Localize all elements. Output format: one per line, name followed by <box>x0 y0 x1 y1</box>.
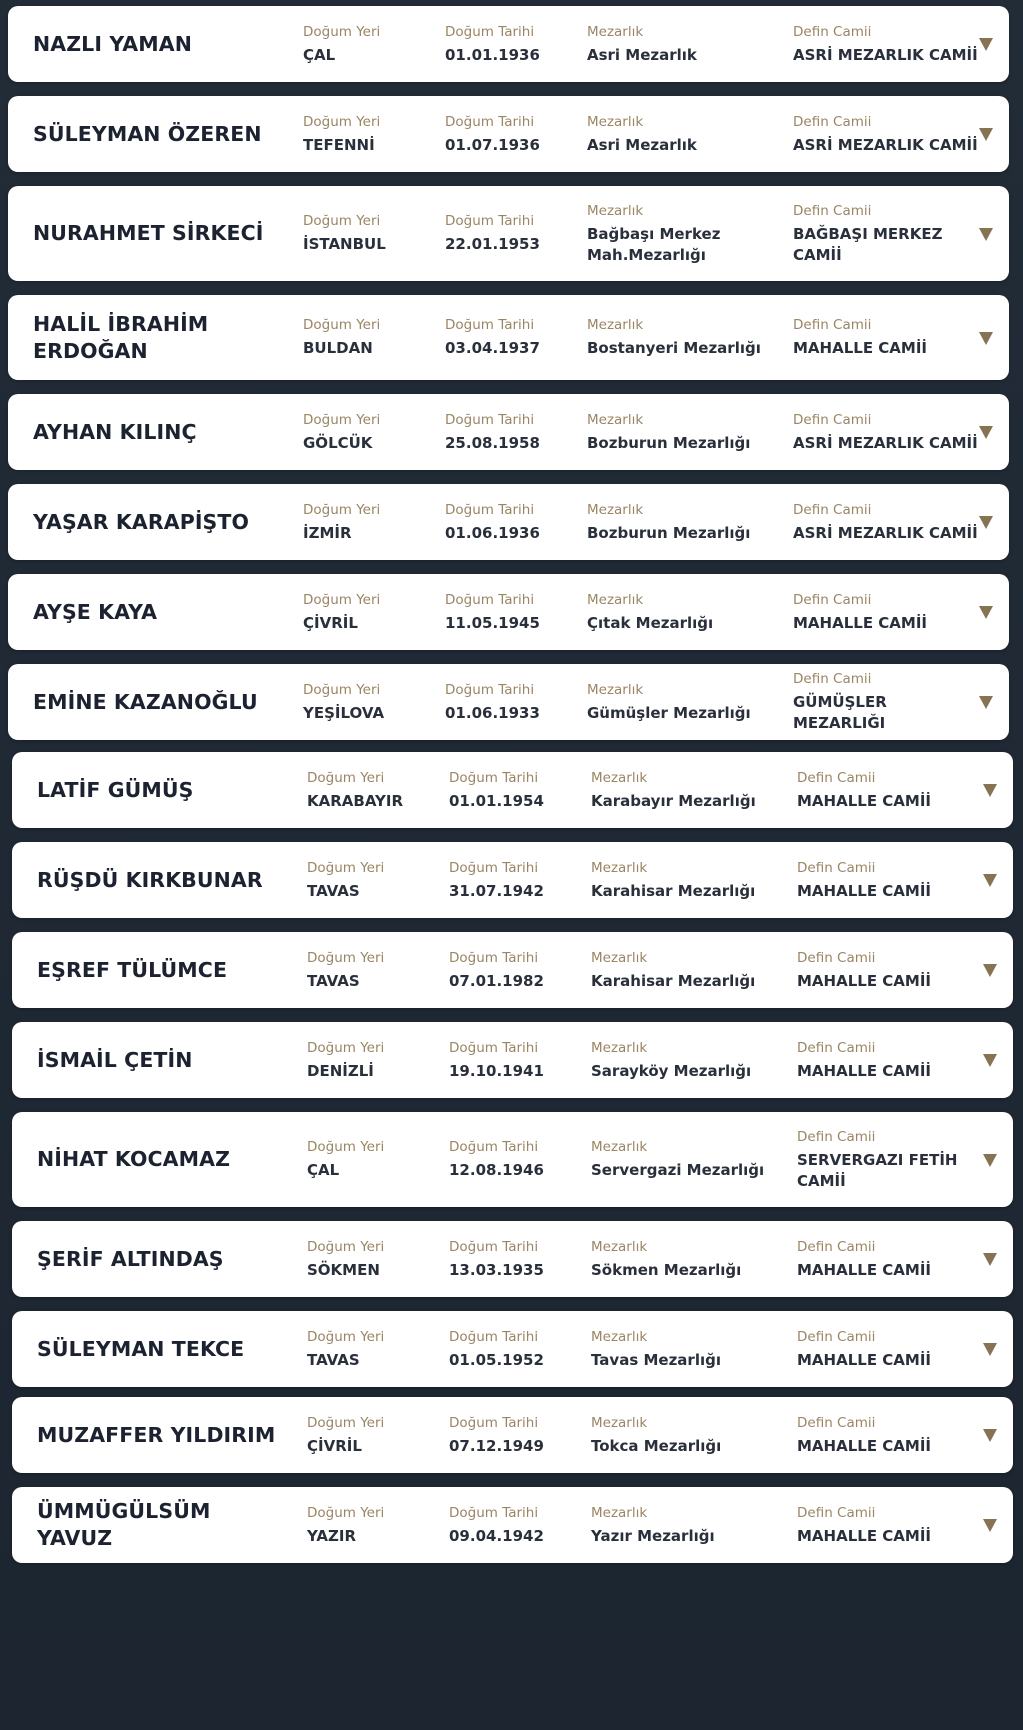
triangle-down-icon[interactable] <box>979 332 993 345</box>
birthplace-value: TAVAS <box>307 971 360 990</box>
birthplace-field <box>307 1487 437 1563</box>
mosque-label: Defin Camii <box>793 671 872 687</box>
birthplace-label: Doğum Yeri <box>303 501 381 518</box>
mosque-label: Defin Camii <box>797 859 876 876</box>
birthdate-value: 09.04.1942 <box>449 1526 544 1545</box>
cemetery-field <box>591 1487 786 1563</box>
triangle-down-icon[interactable] <box>983 1154 997 1167</box>
obituary-card[interactable] <box>12 1487 1013 1563</box>
cemetery-value: Bozburun Mezarlığı <box>587 433 751 452</box>
birthplace-field <box>307 1022 437 1098</box>
cemetery-field <box>591 1022 786 1098</box>
obituary-card[interactable] <box>12 1311 1013 1387</box>
obituary-card[interactable] <box>8 295 1009 380</box>
cemetery-value: Çıtak Mezarlığı <box>587 613 714 632</box>
birthplace-field <box>303 664 433 740</box>
birthdate-field <box>445 96 575 172</box>
mosque-field <box>797 1487 987 1563</box>
obituary-card[interactable] <box>12 1022 1013 1098</box>
cemetery-label: Mezarlık <box>591 1328 648 1345</box>
birthdate-value: 11.05.1945 <box>445 613 540 632</box>
birthdate-value: 07.01.1982 <box>449 971 544 990</box>
birthdate-label: Doğum Tarihi <box>445 23 535 40</box>
obituary-card[interactable] <box>8 484 1009 560</box>
birthdate-field <box>449 1022 579 1098</box>
birthplace-label: Doğum Yeri <box>303 23 381 40</box>
cemetery-field <box>591 1112 786 1207</box>
birthdate-field <box>445 484 575 560</box>
triangle-down-icon[interactable] <box>979 426 993 439</box>
mosque-label: Defin Camii <box>797 949 876 966</box>
mosque-label: Defin Camii <box>793 501 872 518</box>
mosque-value: SERVERGAZI FETİH CAMİİ <box>797 1150 958 1190</box>
birthdate-label: Doğum Tarihi <box>445 411 535 428</box>
birthplace-value: KARABAYIR <box>307 791 403 810</box>
birthplace-field <box>303 574 433 650</box>
triangle-down-icon[interactable] <box>979 516 993 529</box>
cemetery-value: Bostanyeri Mezarlığı <box>587 339 761 357</box>
birthdate-label: Doğum Tarihi <box>449 769 539 786</box>
mosque-value: ASRİ MEZARLIK CAMİİ <box>793 433 978 452</box>
cemetery-value: Karahisar Mezarlığı <box>591 881 756 900</box>
cemetery-value: Gümüşler Mezarlığı <box>587 703 751 722</box>
deceased-name: İSMAİL ÇETİN <box>37 1047 193 1072</box>
deceased-name: EŞREF TÜLÜMCE <box>37 957 228 982</box>
birthplace-field <box>307 1397 437 1473</box>
cemetery-value: Yazır Mezarlığı <box>591 1526 715 1545</box>
birthplace-field <box>303 186 433 281</box>
birthdate-label: Doğum Tarihi <box>445 213 535 229</box>
birthplace-label: Doğum Yeri <box>307 769 385 786</box>
birthplace-value: BULDAN <box>303 339 373 357</box>
birthplace-field <box>303 96 433 172</box>
deceased-name: NURAHMET SİRKECİ <box>33 221 264 245</box>
mosque-field <box>793 574 983 650</box>
birthdate-field <box>445 6 575 82</box>
triangle-down-icon[interactable] <box>983 784 997 797</box>
birthplace-label: Doğum Yeri <box>307 949 385 966</box>
birthdate-label: Doğum Tarihi <box>449 1238 539 1255</box>
birthdate-field <box>445 186 575 281</box>
birthplace-value: TAVAS <box>307 881 360 900</box>
birthplace-label: Doğum Yeri <box>307 1238 385 1255</box>
mosque-label: Defin Camii <box>797 1238 876 1255</box>
triangle-down-icon[interactable] <box>983 874 997 887</box>
mosque-value: ASRİ MEZARLIK CAMİİ <box>793 523 978 542</box>
birthplace-value: TEFENNİ <box>303 135 375 154</box>
triangle-down-icon[interactable] <box>983 1253 997 1266</box>
mosque-field <box>793 96 983 172</box>
deceased-name: NİHAT KOCAMAZ <box>37 1147 231 1171</box>
birthplace-field <box>307 1221 437 1297</box>
birthplace-value: DENİZLİ <box>307 1061 374 1080</box>
birthdate-value: 01.07.1936 <box>445 135 540 154</box>
birthdate-value: 22.01.1953 <box>445 235 540 253</box>
mosque-field <box>793 484 983 560</box>
cemetery-value: Karabayır Mezarlığı <box>591 791 756 810</box>
birthdate-field <box>445 664 575 740</box>
cemetery-value: Bozburun Mezarlığı <box>587 523 751 542</box>
birthdate-field <box>449 752 579 828</box>
deceased-name: MUZAFFER YILDIRIM <box>37 1422 276 1447</box>
birthplace-label: Doğum Yeri <box>303 113 381 130</box>
cemetery-label: Mezarlık <box>591 769 648 786</box>
cemetery-field <box>591 1311 786 1387</box>
birthdate-label: Doğum Tarihi <box>449 949 539 966</box>
birthdate-field <box>445 394 575 470</box>
birthdate-label: Doğum Tarihi <box>445 681 535 698</box>
mosque-field <box>793 6 983 82</box>
mosque-value: MAHALLE CAMİİ <box>793 339 927 357</box>
cemetery-field <box>587 574 782 650</box>
cemetery-label: Mezarlık <box>587 591 644 608</box>
mosque-field <box>797 932 987 1008</box>
triangle-down-icon[interactable] <box>979 696 993 709</box>
triangle-down-icon[interactable] <box>983 1054 997 1067</box>
birthdate-label: Doğum Tarihi <box>445 317 535 333</box>
birthdate-field <box>449 1397 579 1473</box>
cemetery-field <box>587 186 782 281</box>
birthplace-label: Doğum Yeri <box>303 411 381 428</box>
cemetery-label: Mezarlık <box>591 1414 648 1431</box>
birthplace-value: ÇAL <box>303 45 336 64</box>
mosque-field <box>797 752 987 828</box>
birthplace-label: Doğum Yeri <box>307 1039 385 1056</box>
mosque-value: MAHALLE CAMİİ <box>797 1260 931 1279</box>
deceased-name: HALİL İBRAHİM ERDOĞAN <box>33 311 209 363</box>
cemetery-label: Mezarlık <box>587 501 644 518</box>
mosque-label: Defin Camii <box>797 1039 876 1056</box>
deceased-name: SÜLEYMAN TEKCE <box>37 1336 245 1361</box>
birthdate-value: 07.12.1949 <box>449 1436 544 1455</box>
cemetery-field <box>591 752 786 828</box>
triangle-down-icon[interactable] <box>983 1519 997 1532</box>
cemetery-field <box>587 394 782 470</box>
birthdate-value: 31.07.1942 <box>449 881 544 900</box>
birthdate-label: Doğum Tarihi <box>449 1328 539 1345</box>
deceased-name: YAŞAR KARAPİŞTO <box>33 509 250 534</box>
mosque-label: Defin Camii <box>793 202 872 219</box>
birthplace-label: Doğum Yeri <box>307 1414 385 1431</box>
mosque-field <box>793 394 983 470</box>
birthplace-field <box>303 394 433 470</box>
mosque-field <box>797 1397 987 1473</box>
mosque-label: Defin Camii <box>793 113 872 130</box>
cemetery-field <box>587 96 782 172</box>
mosque-field <box>797 842 987 918</box>
mosque-field <box>793 186 983 281</box>
birthplace-field <box>307 932 437 1008</box>
birthplace-label: Doğum Yeri <box>307 1328 385 1345</box>
cemetery-label: Mezarlık <box>587 411 644 428</box>
cemetery-value: Asri Mezarlık <box>587 135 697 154</box>
birthdate-value: 01.01.1954 <box>449 791 544 810</box>
cemetery-value: Karahisar Mezarlığı <box>591 971 756 990</box>
birthplace-value: YAZIR <box>307 1526 357 1545</box>
birthplace-value: ÇAL <box>307 1161 340 1179</box>
mosque-label: Defin Camii <box>797 769 876 786</box>
mosque-label: Defin Camii <box>797 1504 876 1521</box>
birthplace-label: Doğum Yeri <box>303 317 381 333</box>
mosque-label: Defin Camii <box>797 1128 876 1145</box>
triangle-down-icon[interactable] <box>983 1343 997 1356</box>
deceased-name: SÜLEYMAN ÖZEREN <box>33 121 262 146</box>
birthplace-value: YEŞİLOVA <box>303 703 385 722</box>
deceased-name: RÜŞDÜ KIRKBUNAR <box>37 867 263 892</box>
cemetery-label: Mezarlık <box>587 681 644 698</box>
triangle-down-icon[interactable] <box>979 606 993 619</box>
birthplace-field <box>303 484 433 560</box>
cemetery-field <box>587 484 782 560</box>
cemetery-field <box>591 842 786 918</box>
birthdate-field <box>449 1487 579 1563</box>
deceased-name: ŞERİF ALTINDAŞ <box>37 1246 224 1271</box>
cemetery-label: Mezarlık <box>587 113 644 130</box>
cemetery-field <box>591 1221 786 1297</box>
mosque-field <box>797 1221 987 1297</box>
triangle-down-icon[interactable] <box>979 38 993 51</box>
birthdate-label: Doğum Tarihi <box>449 1504 539 1521</box>
birthdate-field <box>449 1112 579 1207</box>
triangle-down-icon[interactable] <box>983 964 997 977</box>
obituary-card[interactable] <box>8 6 1009 82</box>
mosque-label: Defin Camii <box>793 411 872 428</box>
cemetery-value: Tavas Mezarlığı <box>591 1350 721 1369</box>
deceased-name: ÜMMÜGÜLSÜM YAVUZ <box>37 1499 211 1550</box>
cemetery-value: Servergazi Mezarlığı <box>591 1161 765 1179</box>
birthplace-value: İZMİR <box>303 523 352 542</box>
obituary-card[interactable] <box>12 842 1013 918</box>
cemetery-label: Mezarlık <box>591 1238 648 1255</box>
birthdate-field <box>445 295 575 380</box>
mosque-value: MAHALLE CAMİİ <box>797 1436 931 1455</box>
triangle-down-icon[interactable] <box>983 1429 997 1442</box>
birthdate-field <box>449 1311 579 1387</box>
birthplace-label: Doğum Yeri <box>307 859 385 876</box>
birthplace-field <box>307 752 437 828</box>
mosque-value: MAHALLE CAMİİ <box>797 1526 931 1545</box>
cemetery-field <box>591 932 786 1008</box>
obituary-card[interactable] <box>8 664 1009 740</box>
birthdate-value: 01.05.1952 <box>449 1350 544 1369</box>
birthplace-label: Doğum Yeri <box>303 681 381 698</box>
birthdate-label: Doğum Tarihi <box>445 591 535 608</box>
cemetery-value: Sökmen Mezarlığı <box>591 1260 742 1279</box>
birthplace-label: Doğum Yeri <box>307 1139 385 1155</box>
birthplace-label: Doğum Yeri <box>303 213 381 229</box>
cemetery-field <box>587 295 782 380</box>
birthdate-value: 01.01.1936 <box>445 45 540 64</box>
triangle-down-icon[interactable] <box>979 228 993 241</box>
birthplace-field <box>307 842 437 918</box>
mosque-value: MAHALLE CAMİİ <box>797 971 931 990</box>
cemetery-label: Mezarlık <box>591 1039 648 1056</box>
birthdate-label: Doğum Tarihi <box>449 1039 539 1056</box>
obituary-card[interactable] <box>12 1397 1013 1473</box>
birthdate-value: 12.08.1946 <box>449 1161 544 1179</box>
cemetery-label: Mezarlık <box>587 23 644 40</box>
birthplace-field <box>303 6 433 82</box>
birthdate-value: 03.04.1937 <box>445 339 540 357</box>
deceased-name: EMİNE KAZANOĞLU <box>33 689 258 714</box>
cemetery-label: Mezarlık <box>587 202 644 219</box>
birthdate-label: Doğum Tarihi <box>449 1139 539 1155</box>
birthplace-label: Doğum Yeri <box>307 1504 385 1521</box>
mosque-value: MAHALLE CAMİİ <box>793 613 927 632</box>
mosque-value: ASRİ MEZARLIK CAMİİ <box>793 135 978 154</box>
mosque-field <box>797 1022 987 1098</box>
cemetery-label: Mezarlık <box>591 949 648 966</box>
mosque-label: Defin Camii <box>793 317 872 333</box>
cemetery-label: Mezarlık <box>591 1139 648 1155</box>
mosque-value: ASRİ MEZARLIK CAMİİ <box>793 45 978 64</box>
mosque-label: Defin Camii <box>793 591 872 608</box>
birthdate-field <box>449 1221 579 1297</box>
birthdate-value: 19.10.1941 <box>449 1061 544 1080</box>
birthplace-value: İSTANBUL <box>303 235 386 253</box>
cemetery-value: Asri Mezarlık <box>587 45 697 64</box>
birthdate-value: 01.06.1936 <box>445 523 540 542</box>
birthplace-value: ÇİVRİL <box>307 1436 362 1455</box>
cemetery-label: Mezarlık <box>587 317 644 333</box>
birthdate-label: Doğum Tarihi <box>449 859 539 876</box>
triangle-down-icon[interactable] <box>979 128 993 141</box>
birthdate-label: Doğum Tarihi <box>445 113 535 130</box>
obituary-card[interactable] <box>12 1112 1013 1207</box>
obituary-card[interactable] <box>12 752 1013 828</box>
mosque-value: MAHALLE CAMİİ <box>797 791 931 810</box>
cemetery-field <box>591 1397 786 1473</box>
birthplace-label: Doğum Yeri <box>303 591 381 608</box>
mosque-value: MAHALLE CAMİİ <box>797 1350 931 1369</box>
mosque-label: Defin Camii <box>797 1328 876 1345</box>
mosque-label: Defin Camii <box>797 1414 876 1431</box>
mosque-value: GÜMÜŞLER MEZARLIĞI <box>793 693 887 732</box>
deceased-name: AYHAN KILINÇ <box>33 419 197 444</box>
mosque-value: MAHALLE CAMİİ <box>797 881 931 900</box>
birthplace-value: TAVAS <box>307 1350 360 1369</box>
birthplace-field <box>307 1112 437 1207</box>
birthdate-field <box>449 932 579 1008</box>
cemetery-value: Sarayköy Mezarlığı <box>591 1061 752 1080</box>
cemetery-label: Mezarlık <box>591 1504 648 1521</box>
deceased-name: AYŞE KAYA <box>33 599 158 624</box>
mosque-value: MAHALLE CAMİİ <box>797 1061 931 1080</box>
obituary-card[interactable] <box>8 96 1009 172</box>
mosque-field <box>797 1112 987 1207</box>
mosque-field <box>793 295 983 380</box>
cemetery-field <box>587 664 782 740</box>
birthdate-value: 25.08.1958 <box>445 433 540 452</box>
cemetery-field <box>587 6 782 82</box>
birthplace-value: SÖKMEN <box>307 1260 380 1279</box>
birthplace-value: ÇİVRİL <box>303 613 358 632</box>
birthdate-field <box>449 842 579 918</box>
birthdate-label: Doğum Tarihi <box>449 1414 539 1431</box>
obituary-card[interactable] <box>8 186 1009 281</box>
obituary-card[interactable] <box>8 394 1009 470</box>
birthdate-field <box>445 574 575 650</box>
obituary-card[interactable] <box>8 574 1009 650</box>
mosque-value: BAĞBAŞI MERKEZ CAMİİ <box>793 224 943 264</box>
birthplace-field <box>307 1311 437 1387</box>
cemetery-value: Tokca Mezarlığı <box>591 1436 722 1455</box>
obituary-card[interactable] <box>12 1221 1013 1297</box>
deceased-name: LATİF GÜMÜŞ <box>37 777 194 802</box>
birthdate-value: 13.03.1935 <box>449 1260 544 1279</box>
cemetery-label: Mezarlık <box>591 859 648 876</box>
cemetery-value: Bağbaşı Merkez Mah.Mezarlığı <box>587 224 721 264</box>
mosque-label: Defin Camii <box>793 23 872 40</box>
obituary-card[interactable] <box>12 932 1013 1008</box>
mosque-field <box>797 1311 987 1387</box>
birthplace-value: GÖLCÜK <box>303 433 373 452</box>
mosque-field <box>793 664 983 740</box>
birthdate-value: 01.06.1933 <box>445 703 540 722</box>
deceased-name: NAZLI YAMAN <box>33 31 192 56</box>
birthdate-label: Doğum Tarihi <box>445 501 535 518</box>
birthplace-field <box>303 295 433 380</box>
